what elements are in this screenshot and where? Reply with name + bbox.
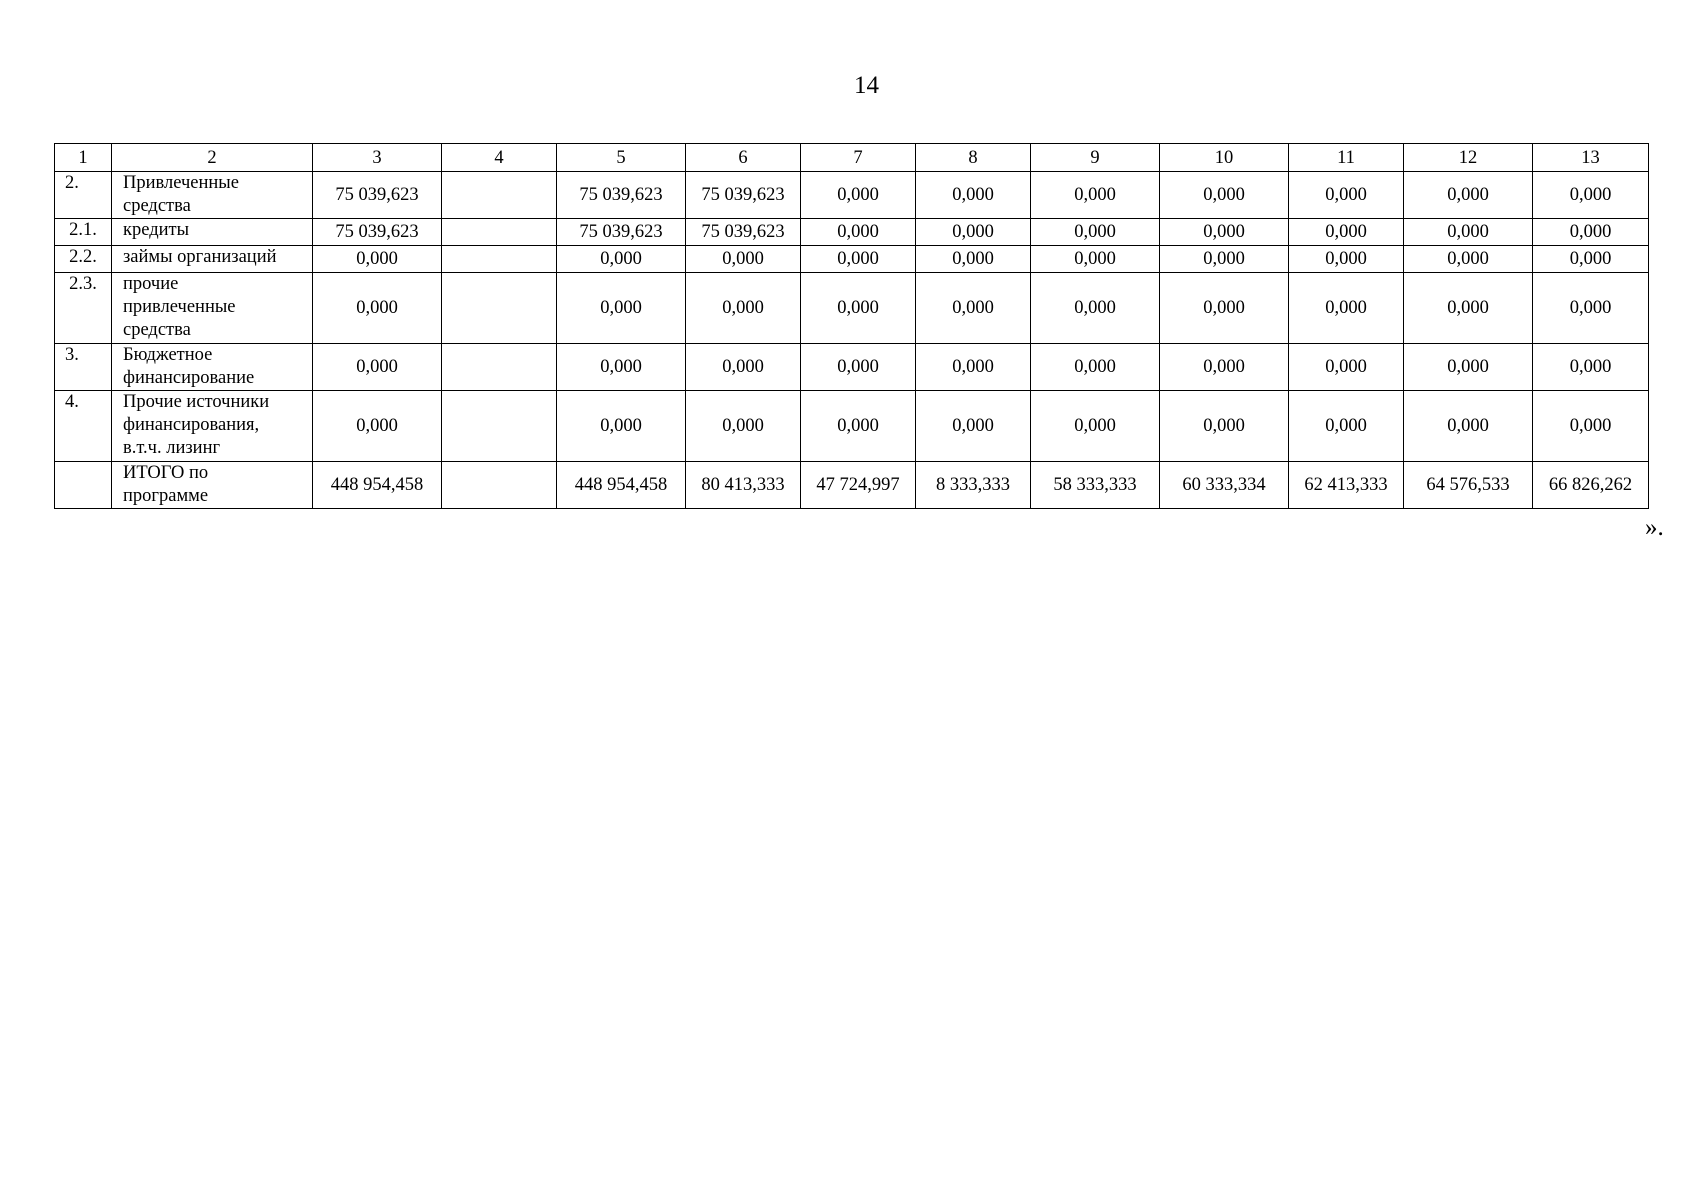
- row-label-line: ИТОГО по: [123, 463, 209, 483]
- column-number-cell: 13: [1533, 144, 1649, 172]
- value-cell: 0,000: [686, 273, 801, 344]
- row-label-cell: [112, 246, 313, 273]
- value-cell: 0,000: [801, 172, 916, 219]
- value-cell: 0,000: [916, 273, 1031, 344]
- value-cell: 0,000: [801, 246, 916, 273]
- value-cell: 60 333,334: [1160, 462, 1289, 509]
- value-cell: 0,000: [557, 246, 686, 273]
- column-number-cell: 7: [801, 144, 916, 172]
- row-label-line: программе: [123, 486, 209, 506]
- value-cell: 0,000: [1031, 172, 1160, 219]
- value-cell: 0,000: [1289, 391, 1404, 462]
- value-cell: 66 826,262: [1533, 462, 1649, 509]
- row-label-cell: [112, 391, 313, 462]
- row-number-cell: 2.: [55, 172, 112, 219]
- value-cell: 0,000: [916, 344, 1031, 391]
- table-row: [55, 246, 1649, 273]
- value-cell: 0,000: [686, 344, 801, 391]
- value-cell: 0,000: [1031, 246, 1160, 273]
- value-cell: 75 039,623: [313, 219, 442, 246]
- row-label-line: прочие: [123, 274, 179, 294]
- value-cell: 0,000: [1533, 344, 1649, 391]
- value-cell: 64 576,533: [1404, 462, 1533, 509]
- value-cell: 0,000: [557, 344, 686, 391]
- value-cell: [442, 273, 557, 344]
- value-cell: 0,000: [686, 246, 801, 273]
- value-cell: 0,000: [1533, 391, 1649, 462]
- value-cell: 0,000: [801, 273, 916, 344]
- value-cell: 0,000: [313, 344, 442, 391]
- value-cell: 80 413,333: [686, 462, 801, 509]
- value-cell: 0,000: [916, 391, 1031, 462]
- column-number-cell: 6: [686, 144, 801, 172]
- value-cell: [442, 462, 557, 509]
- row-label-line: финансирование: [123, 368, 255, 388]
- row-label-line: средства: [123, 196, 191, 216]
- value-cell: 0,000: [801, 344, 916, 391]
- row-number-cell: 2.2.: [55, 246, 112, 273]
- value-cell: [442, 246, 557, 273]
- value-cell: 0,000: [1533, 219, 1649, 246]
- value-cell: 0,000: [1404, 344, 1533, 391]
- value-cell: 0,000: [1160, 344, 1289, 391]
- value-cell: 0,000: [801, 219, 916, 246]
- row-label-line: привлеченные: [123, 297, 236, 317]
- value-cell: 0,000: [1160, 172, 1289, 219]
- value-cell: 0,000: [801, 391, 916, 462]
- value-cell: 75 039,623: [686, 172, 801, 219]
- value-cell: 0,000: [1031, 344, 1160, 391]
- row-label-line: займы организаций: [123, 247, 277, 267]
- value-cell: 8 333,333: [916, 462, 1031, 509]
- column-number-cell: 10: [1160, 144, 1289, 172]
- value-cell: 47 724,997: [801, 462, 916, 509]
- value-cell: 0,000: [1289, 344, 1404, 391]
- column-number-cell: 1: [55, 144, 112, 172]
- row-label-line: средства: [123, 320, 191, 340]
- value-cell: 448 954,458: [313, 462, 442, 509]
- value-cell: 0,000: [1160, 219, 1289, 246]
- value-cell: [442, 172, 557, 219]
- row-number-cell: [55, 462, 112, 509]
- column-number-cell: 2: [112, 144, 313, 172]
- row-label-cell: [112, 462, 313, 509]
- value-cell: 75 039,623: [557, 219, 686, 246]
- value-cell: 0,000: [1404, 246, 1533, 273]
- value-cell: 75 039,623: [313, 172, 442, 219]
- value-cell: [442, 344, 557, 391]
- column-number-cell: 12: [1404, 144, 1533, 172]
- row-label-line: финансирования,: [123, 415, 260, 435]
- value-cell: 0,000: [1289, 219, 1404, 246]
- value-cell: 0,000: [557, 273, 686, 344]
- value-cell: 0,000: [916, 172, 1031, 219]
- value-cell: 0,000: [1533, 273, 1649, 344]
- value-cell: [442, 391, 557, 462]
- closing-quote-mark: ».: [1645, 514, 1664, 541]
- table-row: [55, 172, 1649, 219]
- column-number-cell: 3: [313, 144, 442, 172]
- value-cell: 0,000: [1289, 273, 1404, 344]
- value-cell: 0,000: [313, 391, 442, 462]
- column-number-cell: 5: [557, 144, 686, 172]
- table-row: [55, 344, 1649, 391]
- row-label-cell: [112, 172, 313, 219]
- value-cell: 0,000: [686, 391, 801, 462]
- value-cell: 0,000: [1533, 246, 1649, 273]
- row-label-line: Привлеченные: [123, 173, 239, 193]
- value-cell: [442, 219, 557, 246]
- row-number-cell: 3.: [55, 344, 112, 391]
- row-number-cell: 2.3.: [55, 273, 112, 344]
- value-cell: 75 039,623: [557, 172, 686, 219]
- value-cell: 0,000: [916, 219, 1031, 246]
- row-number-cell: 2.1.: [55, 219, 112, 246]
- value-cell: 0,000: [1160, 273, 1289, 344]
- row-label-line: Прочие источники: [123, 392, 270, 412]
- row-number-cell: 4.: [55, 391, 112, 462]
- column-number-cell: 11: [1289, 144, 1404, 172]
- value-cell: 0,000: [1289, 246, 1404, 273]
- financing-table: [54, 143, 1649, 509]
- row-label-cell: [112, 273, 313, 344]
- value-cell: 448 954,458: [557, 462, 686, 509]
- table-body: [55, 144, 1649, 509]
- value-cell: 0,000: [313, 246, 442, 273]
- value-cell: 0,000: [1160, 391, 1289, 462]
- column-number-cell: 9: [1031, 144, 1160, 172]
- column-number-cell: 4: [442, 144, 557, 172]
- value-cell: 0,000: [1031, 391, 1160, 462]
- table-row: [55, 219, 1649, 246]
- value-cell: 0,000: [1404, 391, 1533, 462]
- table-row: [55, 462, 1649, 509]
- value-cell: 0,000: [1404, 172, 1533, 219]
- column-number-row: [55, 144, 1649, 172]
- value-cell: 0,000: [1289, 172, 1404, 219]
- value-cell: 0,000: [916, 246, 1031, 273]
- value-cell: 75 039,623: [686, 219, 801, 246]
- row-label-cell: [112, 219, 313, 246]
- value-cell: 0,000: [313, 273, 442, 344]
- value-cell: 62 413,333: [1289, 462, 1404, 509]
- page-number: 14: [854, 72, 879, 99]
- value-cell: 0,000: [1404, 219, 1533, 246]
- value-cell: 0,000: [1160, 246, 1289, 273]
- value-cell: 0,000: [1404, 273, 1533, 344]
- value-cell: 0,000: [1031, 219, 1160, 246]
- value-cell: 58 333,333: [1031, 462, 1160, 509]
- table-row: [55, 391, 1649, 462]
- row-label-line: Бюджетное: [123, 345, 213, 365]
- value-cell: 0,000: [1533, 172, 1649, 219]
- row-label-line: кредиты: [123, 220, 190, 240]
- value-cell: 0,000: [1031, 273, 1160, 344]
- row-label-cell: [112, 344, 313, 391]
- table-row: [55, 273, 1649, 344]
- row-label-line: в.т.ч. лизинг: [123, 438, 221, 458]
- value-cell: 0,000: [557, 391, 686, 462]
- column-number-cell: 8: [916, 144, 1031, 172]
